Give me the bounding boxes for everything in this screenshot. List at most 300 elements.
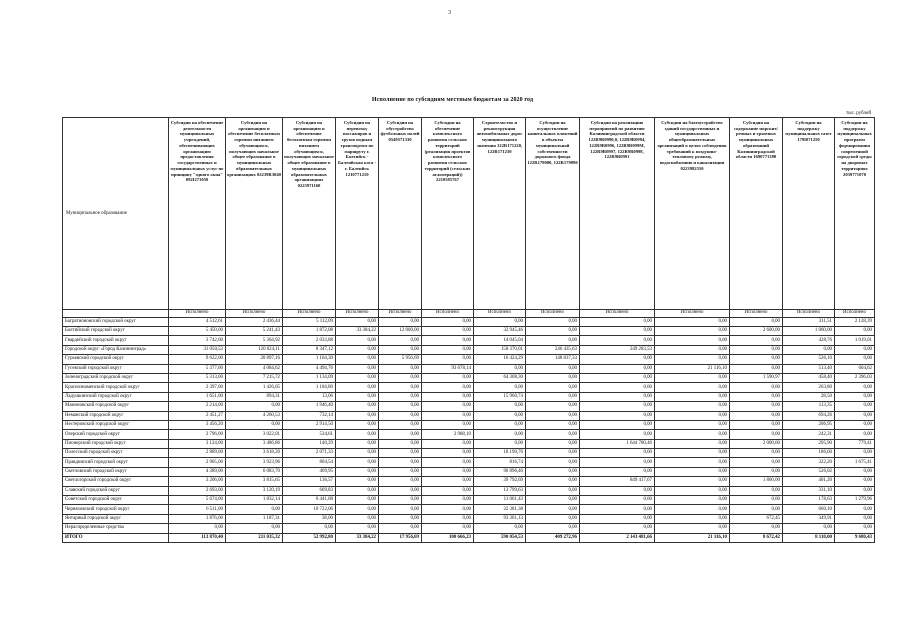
- value-cell: 0,00: [379, 514, 422, 523]
- municipality-name: Нераспределенные средства: [63, 524, 169, 533]
- value-cell: 2 988,10: [422, 430, 474, 439]
- municipality-name: Гусевский городской округ: [63, 364, 169, 373]
- value-cell: 0,00: [580, 402, 655, 411]
- value-cell: 0,00: [580, 420, 655, 429]
- table-row: [63, 439, 875, 448]
- value-cell: 0,00: [379, 336, 422, 345]
- value-cell: 10 722,06: [283, 505, 336, 514]
- value-cell: 0,00: [730, 402, 783, 411]
- value-cell: 694,26: [783, 411, 835, 420]
- value-cell: 0,00: [526, 430, 580, 439]
- value-cell: 526,10: [783, 355, 835, 364]
- value-cell: 0,00: [474, 439, 526, 448]
- value-cell: 0,00: [422, 467, 474, 476]
- value-cell: 604,62: [835, 364, 875, 373]
- table-row: [63, 449, 875, 458]
- value-cell: 0,00: [336, 524, 379, 533]
- value-cell: 0,00: [730, 383, 783, 392]
- value-cell: 458,40: [783, 373, 835, 382]
- subheader-cell: Исполнено: [783, 310, 835, 318]
- value-cell: 0,00: [835, 383, 875, 392]
- value-cell: 2 214,00: [169, 402, 226, 411]
- value-cell: 9 622,00: [169, 355, 226, 364]
- table-body: [63, 310, 875, 543]
- value-cell: 0,00: [379, 411, 422, 420]
- value-cell: 5 364,92: [226, 336, 283, 345]
- header-col-4: Субсидии на перевозку пассажиров и грузов водным транспортом по маршруту г. Балтийск - Балтийская коса - г. Балтийск 1210771210: [336, 118, 379, 310]
- value-cell: 5 112,09: [283, 317, 336, 326]
- value-cell: 0,00: [655, 514, 730, 523]
- value-cell: 0,00: [526, 411, 580, 420]
- value-cell: 0,00: [422, 392, 474, 401]
- value-cell: 0,00: [474, 524, 526, 533]
- value-cell: 0,00: [580, 458, 655, 467]
- value-cell: 0,00: [379, 524, 422, 533]
- value-cell: 0,00: [655, 505, 730, 514]
- value-cell: 0,00: [835, 392, 875, 401]
- header-col-9: Субсидии на реализацию мероприятий по развитию Калининградской области 122R9R0990,0, 122R9R0994, 122R9R0996, 122R9R099М, 122R9R0997, 122R9R0998, 122R9R0991: [580, 118, 655, 310]
- value-cell: 669,83: [283, 486, 336, 495]
- value-cell: 1 644 780,46: [580, 439, 655, 448]
- value-cell: 0,00: [336, 411, 379, 420]
- value-cell: 0,00: [422, 505, 474, 514]
- value-cell: 0,00: [422, 496, 474, 505]
- value-cell: 0,00: [580, 317, 655, 326]
- value-cell: 0,00: [783, 524, 835, 533]
- value-cell: 0,00: [422, 336, 474, 345]
- value-cell: 3 742,00: [169, 336, 226, 345]
- value-cell: 590 054,53: [474, 533, 526, 542]
- value-cell: 0,00: [730, 411, 783, 420]
- value-cell: 0,00: [283, 524, 336, 533]
- value-cell: 0,00: [422, 524, 474, 533]
- value-cell: 0,00: [783, 345, 835, 354]
- table-row: [63, 514, 875, 523]
- value-cell: 0,00: [655, 336, 730, 345]
- value-cell: 0,00: [526, 496, 580, 505]
- value-cell: 5 241,43: [226, 326, 283, 335]
- value-cell: 0,00: [526, 439, 580, 448]
- value-cell: 3 022,01: [226, 430, 283, 439]
- value-cell: 242,31: [783, 430, 835, 439]
- value-cell: 8 110,00: [783, 533, 835, 542]
- value-cell: 0,00: [730, 467, 783, 476]
- subsidies-table: [62, 117, 875, 543]
- subheader-cell: Исполнено: [474, 310, 526, 318]
- value-cell: 3 206,00: [169, 477, 226, 486]
- municipality-name: Городской округ «Город Калининград»: [63, 345, 169, 354]
- value-cell: 0,00: [474, 317, 526, 326]
- value-cell: 3 923,96: [226, 458, 283, 467]
- value-cell: 0,00: [474, 411, 526, 420]
- value-cell: 322,20: [783, 458, 835, 467]
- table-row: [63, 467, 875, 476]
- value-cell: 0,00: [422, 411, 474, 420]
- value-cell: 0,00: [474, 364, 526, 373]
- value-cell: 0,00: [655, 345, 730, 354]
- value-cell: 1 426,05: [226, 383, 283, 392]
- value-cell: 1 872,08: [283, 326, 336, 335]
- value-cell: 0,00: [422, 317, 474, 326]
- value-cell: 249 283,53: [580, 345, 655, 354]
- value-cell: 0,00: [580, 411, 655, 420]
- subheader-cell: Исполнено: [422, 310, 474, 318]
- value-cell: 0,00: [526, 383, 580, 392]
- value-cell: 0,00: [336, 439, 379, 448]
- value-cell: 1 184,80: [283, 383, 336, 392]
- value-cell: 1 800,00: [730, 477, 783, 486]
- value-cell: 0,00: [730, 336, 783, 345]
- subheader-cell: Исполнено: [580, 310, 655, 318]
- municipality-name: Гурьевский городской округ: [63, 355, 169, 364]
- value-cell: 804,54: [283, 458, 336, 467]
- municipality-name: Нестеровский городской округ: [63, 420, 169, 429]
- value-cell: 0,00: [655, 355, 730, 364]
- value-cell: 1 164,30: [283, 355, 336, 364]
- municipality-name: Неманский городской округ: [63, 411, 169, 420]
- value-cell: 0,00: [336, 355, 379, 364]
- value-cell: 0,00: [730, 355, 783, 364]
- value-cell: 0,00: [379, 449, 422, 458]
- value-cell: 401,20: [783, 477, 835, 486]
- municipality-name: Балтийский городской округ: [63, 326, 169, 335]
- value-cell: 2 396,03: [835, 373, 875, 382]
- value-cell: 2 905,00: [169, 458, 226, 467]
- value-cell: 1 651,00: [169, 392, 226, 401]
- value-cell: 0,00: [835, 345, 875, 354]
- value-cell: 295,90: [783, 439, 835, 448]
- value-cell: 13,06: [283, 392, 336, 401]
- value-cell: 0,00: [655, 317, 730, 326]
- value-cell: 12 000,00: [379, 326, 422, 335]
- value-cell: 3 815,65: [226, 477, 283, 486]
- value-cell: 0,00: [422, 439, 474, 448]
- unit-label: тыс. рублей: [846, 111, 871, 116]
- value-cell: 32 945,46: [474, 326, 526, 335]
- municipality-name: Черняховский городской округ: [63, 505, 169, 514]
- value-cell: 0,00: [336, 514, 379, 523]
- value-cell: 0,00: [169, 524, 226, 533]
- value-cell: 0,00: [580, 336, 655, 345]
- value-cell: 1 876,00: [169, 514, 226, 523]
- subheader-cell: Исполнено: [336, 310, 379, 318]
- value-cell: 0,00: [379, 505, 422, 514]
- value-cell: 0,00: [336, 402, 379, 411]
- municipality-name: Славский городской округ: [63, 486, 169, 495]
- header-col-6: Субсидии на обеспечение комплексного развития сельских территорий (реализация проектов комплексного развития сельских территорий (сельских агломераций)) 2210585767: [422, 118, 474, 310]
- value-cell: 33 384,22: [336, 326, 379, 335]
- value-cell: 5 313,00: [169, 373, 226, 382]
- subheader-row: [63, 310, 875, 318]
- header-col-10: Субсидии на благоустройство зданий государственных и муниципальных общеобразовательных организаций в целях соблюдения требований к воздушно-тепловому режиму, водоснабжению и канализации 0223982550: [655, 118, 730, 310]
- value-cell: 33 384,22: [336, 533, 379, 542]
- value-cell: 469,95: [283, 467, 336, 476]
- value-cell: 0,00: [730, 458, 783, 467]
- value-cell: 672,45: [730, 514, 783, 523]
- value-cell: 2 796,00: [169, 430, 226, 439]
- value-cell: 0,00: [835, 430, 875, 439]
- value-cell: 0,00: [580, 467, 655, 476]
- value-cell: 732,14: [283, 411, 336, 420]
- value-cell: 17 956,69: [379, 533, 422, 542]
- value-cell: 0,00: [655, 467, 730, 476]
- value-cell: 15 960,74: [474, 392, 526, 401]
- value-cell: 38,00: [283, 514, 336, 523]
- value-cell: 5 450,00: [169, 326, 226, 335]
- value-cell: 0,00: [422, 383, 474, 392]
- value-cell: 349,91: [783, 514, 835, 523]
- value-cell: 2 397,00: [169, 383, 226, 392]
- header-col-7: Строительство и реконструкция автомобильных дорог муниципального значения 122R171220, 122R171230: [474, 118, 526, 310]
- value-cell: 0,00: [422, 514, 474, 523]
- value-cell: 93 361,13: [474, 514, 526, 523]
- municipality-name: Светловский городской округ: [63, 467, 169, 476]
- municipality-name: Багратионовский городской округ: [63, 317, 169, 326]
- value-cell: 0,00: [730, 420, 783, 429]
- value-cell: 526,02: [783, 467, 835, 476]
- value-cell: 4 494,76: [283, 364, 336, 373]
- value-cell: 0,00: [835, 505, 875, 514]
- value-cell: 113,35: [783, 402, 835, 411]
- value-cell: 0,00: [336, 364, 379, 373]
- value-cell: 0,00: [526, 317, 580, 326]
- value-cell: 2 071,33: [283, 449, 336, 458]
- value-cell: 0,00: [655, 326, 730, 335]
- header-col-12: Субсидии на поддержку муниципальных газет 179I071250: [783, 118, 835, 310]
- header-col-13: Субсидии на поддержку муниципальных программ формирования современной городской среды на дворовых территориях 2039771070: [835, 118, 875, 310]
- table-row: [63, 458, 875, 467]
- municipality-name: Ладушкинский городской округ: [63, 392, 169, 401]
- value-cell: 0,00: [379, 373, 422, 382]
- value-cell: 2 000,00: [730, 439, 783, 448]
- value-cell: 0,00: [526, 458, 580, 467]
- value-cell: 5 674,00: [169, 496, 226, 505]
- value-cell: 6 083,70: [226, 467, 283, 476]
- value-cell: 120 024,11: [226, 345, 283, 354]
- value-cell: 3 456,20: [169, 420, 226, 429]
- value-cell: 0,00: [835, 486, 875, 495]
- header-col-2: Субсидии на организацию и обеспечение бесплатным горячим питанием обучающихся, получающих начальное общее образование в муниципальных образовательных организациях 02239R3040: [226, 118, 283, 310]
- table-row: [63, 402, 875, 411]
- value-cell: 8 347,12: [283, 345, 336, 354]
- value-cell: 0,00: [580, 373, 655, 382]
- value-cell: 0,00: [730, 486, 783, 495]
- value-cell: 1 675,41: [835, 458, 875, 467]
- value-cell: 0,00: [336, 345, 379, 354]
- value-cell: 0,00: [580, 524, 655, 533]
- value-cell: 2 143 481,66: [580, 533, 655, 542]
- value-cell: 5 377,00: [169, 364, 226, 373]
- value-cell: 0,00: [336, 496, 379, 505]
- value-cell: 0,00: [526, 477, 580, 486]
- header-col-8: Субсидии на осуществление капитальных вложений в объекты муниципальной собственности дорожного фонда 122R179000, 122R179090: [526, 118, 580, 310]
- value-cell: 0,00: [730, 345, 783, 354]
- table-row: [63, 326, 875, 335]
- value-cell: 0,00: [526, 505, 580, 514]
- table-row: [63, 420, 875, 429]
- document-title: Исполнение по субсидиям местным бюджетам за 2020 год: [371, 97, 534, 103]
- value-cell: 263,80: [783, 383, 835, 392]
- table-row: [63, 411, 875, 420]
- value-cell: 513,40: [783, 364, 835, 373]
- value-cell: 534,61: [283, 430, 336, 439]
- value-cell: 0,00: [336, 430, 379, 439]
- value-cell: 0,00: [730, 449, 783, 458]
- value-cell: 11 061,43: [474, 496, 526, 505]
- municipality-name: Янтарный городской округ: [63, 514, 169, 523]
- table-row: [63, 524, 875, 533]
- value-cell: 779,41: [835, 439, 875, 448]
- value-cell: 246 435,63: [526, 345, 580, 354]
- value-cell: 0,00: [580, 326, 655, 335]
- value-cell: 0,00: [336, 383, 379, 392]
- subheader-cell: Исполнено: [283, 310, 336, 318]
- value-cell: 0,00: [422, 449, 474, 458]
- value-cell: 206,95: [783, 420, 835, 429]
- value-cell: 1 832,14: [226, 496, 283, 505]
- value-cell: 93 678,14: [422, 364, 474, 373]
- value-cell: 0,00: [526, 486, 580, 495]
- value-cell: 6 511,00: [169, 505, 226, 514]
- value-cell: 0,00: [580, 355, 655, 364]
- value-cell: 14 045,04: [474, 336, 526, 345]
- value-cell: 13 799,63: [474, 486, 526, 495]
- subheader-cell: Исполнено: [379, 310, 422, 318]
- value-cell: 0,00: [655, 496, 730, 505]
- value-cell: 1 019,01: [835, 336, 875, 345]
- value-cell: 0,00: [336, 449, 379, 458]
- value-cell: 0,00: [336, 317, 379, 326]
- value-cell: 0,00: [526, 524, 580, 533]
- subheader-cell: Исполнено: [526, 310, 580, 318]
- value-cell: 0,00: [422, 402, 474, 411]
- value-cell: 0,00: [474, 420, 526, 429]
- value-cell: 113 870,40: [169, 533, 226, 542]
- value-cell: 0,00: [379, 392, 422, 401]
- value-cell: 2 436,44: [226, 317, 283, 326]
- value-cell: 0,00: [730, 364, 783, 373]
- value-cell: 0,00: [580, 496, 655, 505]
- value-cell: 1 187,31: [226, 514, 283, 523]
- value-cell: 9 680,43: [835, 533, 875, 542]
- value-cell: 0,00: [580, 430, 655, 439]
- value-cell: 0,00: [226, 420, 283, 429]
- value-cell: 0,00: [835, 355, 875, 364]
- header-col-1: Субсидии на обеспечение деятельности муниципальных учреждений, обеспечивающих организацию предоставления государственных и муниципальных услуг по принципу "одного окна" 092I271050: [169, 118, 226, 310]
- value-cell: 0,00: [655, 402, 730, 411]
- value-cell: 0,00: [422, 458, 474, 467]
- subheader-cell: Исполнено: [835, 310, 875, 318]
- value-cell: 660,10: [783, 505, 835, 514]
- value-cell: 0,00: [730, 505, 783, 514]
- municipality-name: Зеленоградский городской округ: [63, 373, 169, 382]
- value-cell: 0,00: [655, 449, 730, 458]
- value-cell: 0,00: [730, 524, 783, 533]
- value-cell: 0,00: [835, 477, 875, 486]
- value-cell: 0,00: [379, 486, 422, 495]
- value-cell: 0,00: [580, 449, 655, 458]
- value-cell: 816,74: [474, 458, 526, 467]
- value-cell: 18 190,76: [474, 449, 526, 458]
- value-cell: 64 308,30: [474, 373, 526, 382]
- value-cell: 0,00: [422, 477, 474, 486]
- value-cell: 0,00: [379, 383, 422, 392]
- value-cell: 21 116,10: [655, 533, 730, 542]
- value-cell: 0,00: [526, 514, 580, 523]
- value-cell: 0,00: [422, 420, 474, 429]
- header-municipality: Муниципальное образование: [63, 118, 169, 310]
- value-cell: 0,00: [336, 505, 379, 514]
- value-cell: 2 451,27: [169, 411, 226, 420]
- value-cell: 0,00: [526, 373, 580, 382]
- municipality-name: Гвардейский городской округ: [63, 336, 169, 345]
- value-cell: 0,00: [580, 392, 655, 401]
- value-cell: 4 389,00: [169, 467, 226, 476]
- value-cell: 0,00: [526, 326, 580, 335]
- value-cell: 0,00: [336, 392, 379, 401]
- value-cell: 0,00: [526, 449, 580, 458]
- municipality-name: Правдинский городской округ: [63, 458, 169, 467]
- value-cell: 0,00: [655, 458, 730, 467]
- value-cell: 0,00: [336, 458, 379, 467]
- value-cell: 0,00: [526, 402, 580, 411]
- value-cell: 0,00: [580, 364, 655, 373]
- value-cell: 31 050,53: [169, 345, 226, 354]
- value-cell: 0,00: [336, 420, 379, 429]
- value-cell: 3 124,00: [169, 439, 226, 448]
- value-cell: 0,00: [379, 420, 422, 429]
- municipality-name: Краснознаменский городской округ: [63, 383, 169, 392]
- value-cell: 0,00: [580, 514, 655, 523]
- value-cell: 0,00: [422, 355, 474, 364]
- table-row: [63, 392, 875, 401]
- value-cell: 0,00: [474, 402, 526, 411]
- value-cell: 0,00: [379, 458, 422, 467]
- value-cell: 158 370,01: [474, 345, 526, 354]
- value-cell: 20 897,16: [226, 355, 283, 364]
- value-cell: 0,00: [422, 373, 474, 382]
- header-col-11: Субсидии на содержание морских/речных и грязевых муниципальных образований Калининградской области 1690771380: [730, 118, 783, 310]
- value-cell: 0,00: [336, 373, 379, 382]
- table-row: [63, 336, 875, 345]
- value-cell: 178,63: [783, 496, 835, 505]
- subheader-empty: [63, 310, 169, 318]
- value-cell: 0,00: [835, 420, 875, 429]
- value-cell: 3 486,86: [226, 439, 283, 448]
- value-cell: 0,00: [655, 477, 730, 486]
- municipality-name: Озерский городской округ: [63, 430, 169, 439]
- subheader-cell: Исполнено: [169, 310, 226, 318]
- value-cell: 2 914,50: [283, 420, 336, 429]
- value-cell: 100 666,23: [422, 533, 474, 542]
- value-cell: 331,10: [783, 486, 835, 495]
- value-cell: 5 956,69: [379, 355, 422, 364]
- municipality-name: Полесский городской округ: [63, 449, 169, 458]
- value-cell: 211 035,32: [226, 533, 283, 542]
- value-cell: 2 889,00: [169, 449, 226, 458]
- value-cell: 0,00: [422, 326, 474, 335]
- value-cell: 0,00: [336, 467, 379, 476]
- value-cell: 0,00: [379, 402, 422, 411]
- table-row: [63, 505, 875, 514]
- value-cell: 0,00: [730, 317, 783, 326]
- value-cell: 0,00: [580, 505, 655, 514]
- value-cell: 0,00: [474, 383, 526, 392]
- value-cell: 136,57: [283, 477, 336, 486]
- header-col-5: Субсидии на обустройство футбольных полей 0549571330: [379, 118, 422, 310]
- value-cell: 39 792,69: [474, 477, 526, 486]
- value-cell: 0,00: [379, 467, 422, 476]
